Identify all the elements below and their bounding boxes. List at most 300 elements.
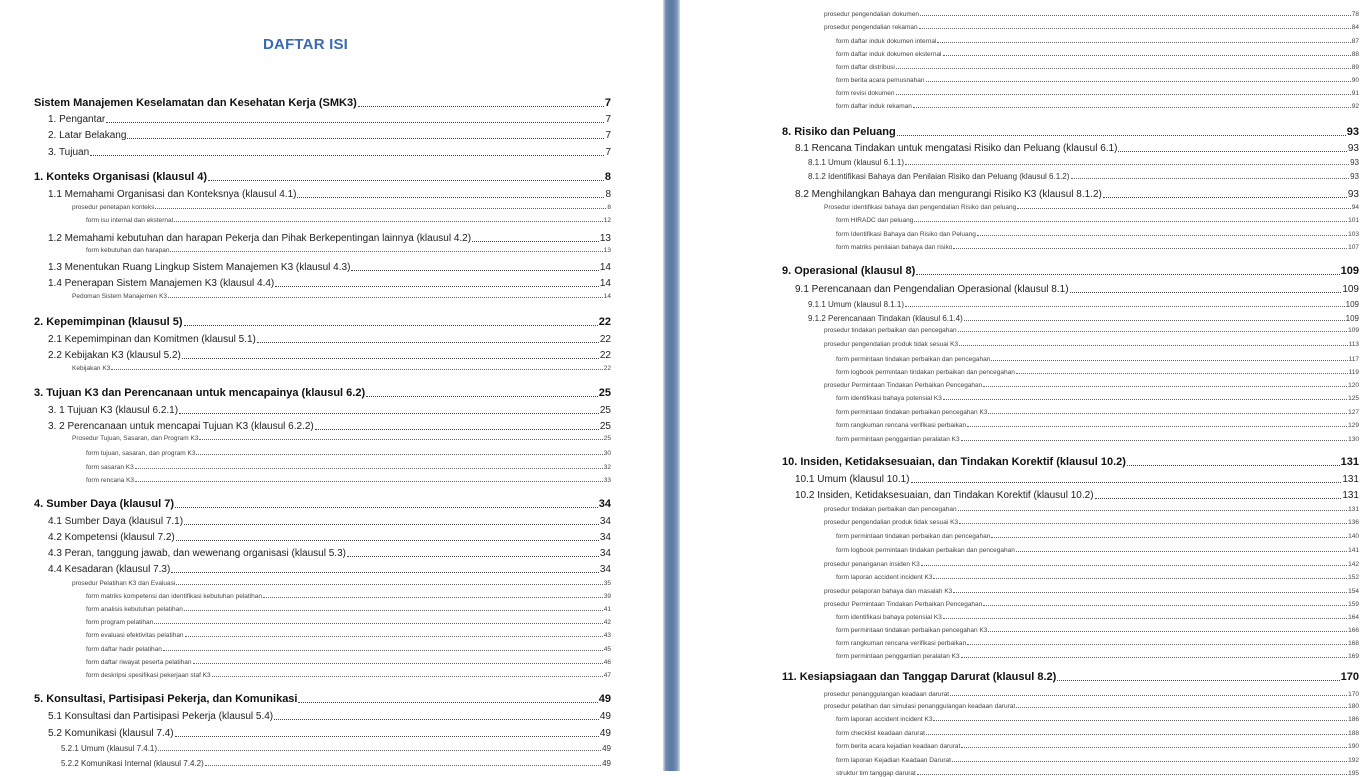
dot-leader: [905, 306, 1345, 307]
toc-page-number: 43: [604, 633, 611, 640]
dot-leader: [158, 750, 601, 751]
toc-entry[interactable]: [836, 368, 1359, 376]
toc-page-number: 140: [1348, 534, 1359, 541]
toc-entry[interactable]: [836, 756, 1359, 764]
toc-entry-text: 8.1.1 Umum (klausul 6.1.1): [808, 159, 904, 167]
toc-entry-text: form daftar hadir pelatihan: [86, 647, 162, 654]
toc-page-number: 22: [604, 366, 611, 373]
dot-leader: [315, 429, 599, 430]
toc-entry-text: 3. 1 Tujuan K3 (klausul 6.2.1): [48, 406, 178, 416]
toc-page-number: 33: [604, 478, 611, 485]
page-gutter: [663, 0, 680, 771]
toc-entry-text: prosedur pelaporan bahaya dan masalah K3: [824, 589, 952, 596]
toc-entry-text: form permintaan tindakan perbaikan pencegahan K3: [836, 628, 987, 635]
toc-entry[interactable]: [48, 531, 611, 543]
toc-page-number: 190: [1348, 744, 1359, 751]
toc-page-number: 13: [604, 248, 611, 255]
toc-entry[interactable]: [782, 455, 1359, 468]
dot-leader: [926, 734, 1347, 735]
toc-entry[interactable]: [782, 264, 1359, 277]
toc-entry-text: 5.2.2 Komunikasi Internal (klausul 7.4.2): [61, 760, 204, 768]
toc-entry[interactable]: [86, 658, 611, 666]
toc-page-number: 25: [604, 436, 611, 443]
dot-leader: [184, 325, 598, 326]
dot-leader: [176, 540, 599, 541]
dot-leader: [1095, 498, 1342, 499]
toc-entry-text: 5. Konsultasi, Partisipasi Pekerja, dan Komunikasi: [34, 694, 297, 705]
toc-page-number: 90: [1352, 78, 1359, 85]
toc-page-number: 32: [604, 465, 611, 472]
toc-entry-text: 1.4 Penerapan Sistem Manajemen K3 (klausul 4.4): [48, 279, 274, 289]
toc-entry[interactable]: [836, 243, 1359, 251]
toc-page-number: 34: [599, 499, 611, 510]
toc-entry-text: form program pelatihan: [86, 620, 153, 627]
toc-entry[interactable]: [72, 579, 611, 587]
dot-leader: [168, 297, 603, 298]
toc-entry-text: form analisis kebutuhan pelatihan: [86, 607, 183, 614]
dot-leader: [943, 618, 1347, 619]
dot-leader: [182, 358, 599, 359]
toc-page-number: 25: [599, 388, 611, 399]
dot-leader: [1070, 292, 1342, 293]
toc-entry[interactable]: [836, 408, 1359, 416]
toc-page-number: 109: [1346, 315, 1359, 323]
toc-entry-text: 5.1 Konsultasi dan Partisipasi Pekerja (klausul 5.4): [48, 712, 273, 722]
toc-entry-text: 11. Kesiapsiagaan dan Tanggap Darurat (klausul 8.2): [782, 672, 1056, 683]
toc-entry[interactable]: [836, 50, 1359, 58]
toc-page-number: 78: [1352, 12, 1359, 19]
toc-entry[interactable]: [48, 710, 611, 722]
toc-entry-text: form laporan accident incident K3: [836, 717, 932, 724]
toc-entry-text: 8. Risiko dan Peluang: [782, 127, 896, 138]
toc-entry[interactable]: [836, 76, 1359, 84]
toc-entry[interactable]: [86, 605, 611, 613]
toc-entry[interactable]: [34, 96, 611, 109]
dot-leader: [937, 42, 1350, 43]
toc-entry[interactable]: [836, 573, 1359, 581]
dot-leader: [1118, 151, 1346, 152]
toc-entry-text: 9. Operasional (klausul 8): [782, 266, 915, 277]
dot-leader: [896, 94, 1351, 95]
toc-page-number: 103: [1348, 232, 1359, 239]
toc-entry[interactable]: [34, 315, 611, 328]
toc-page-number: 22: [599, 317, 611, 328]
toc-entry[interactable]: [86, 631, 611, 639]
toc-entry-text: 2.1 Kepemimpinan dan Komitmen (klausul 5.1): [48, 335, 256, 345]
toc-entry[interactable]: [836, 532, 1359, 540]
toc-entry-text: prosedur penanganan insiden K3: [824, 562, 920, 569]
toc-entry-text: 1.3 Menentukan Ruang Lingkup Sistem Manajemen K3 (klausul 4.3): [48, 263, 350, 273]
toc-entry-text: 8.1.2 Identifikasi Bahaya dan Penilaian Risiko dan Peluang (klausul 6.1.2): [808, 173, 1070, 181]
toc-entry[interactable]: [48, 727, 611, 739]
toc-entry[interactable]: [824, 587, 1359, 595]
dot-leader: [961, 440, 1348, 441]
dot-leader: [959, 345, 1348, 346]
toc-entry[interactable]: [824, 600, 1359, 608]
toc-page-number: 166: [1348, 628, 1359, 635]
toc-page-number: 93: [1350, 159, 1359, 167]
dot-leader: [953, 592, 1347, 593]
toc-entry[interactable]: [836, 546, 1359, 554]
dot-leader: [988, 413, 1347, 414]
toc-entry[interactable]: [86, 671, 611, 679]
toc-page-number: 7: [605, 98, 611, 109]
toc-entry[interactable]: [34, 497, 611, 510]
toc-entry[interactable]: [808, 157, 1359, 167]
toc-entry-text: Prosedur identifikasi bahaya dan pengendalian Risiko dan peluang: [824, 205, 1016, 212]
toc-page-number: 130: [1348, 437, 1359, 444]
toc-entry-text: 9.1.2 Perencanaan Tindakan (klausul 6.1.4): [808, 315, 963, 323]
toc-entry-text: 8.2 Menghilangkan Bahaya dan mengurangi Risiko K3 (klausul 8.1.2): [795, 190, 1102, 200]
toc-entry-text: form matriks penilaian bahaya dan risiko: [836, 245, 952, 252]
toc-entry[interactable]: [86, 476, 611, 484]
toc-entry[interactable]: [824, 381, 1359, 389]
dot-leader: [175, 736, 599, 737]
toc-entry-text: prosedur Permintaan Tindakan Perbaikan Pencegahan: [824, 602, 982, 609]
dot-leader: [175, 507, 598, 508]
toc-page-number: 7: [605, 148, 611, 158]
toc-entry[interactable]: [86, 463, 611, 471]
toc-entry[interactable]: [72, 203, 611, 211]
toc-entry-text: form daftar induk dokumen internal: [836, 39, 936, 46]
toc-page-number: 142: [1348, 562, 1359, 569]
toc-entry[interactable]: [836, 639, 1359, 647]
toc-page-number: 7: [605, 131, 611, 141]
toc-entry[interactable]: [61, 758, 611, 768]
toc-page-number: 22: [600, 335, 611, 345]
dot-leader: [185, 636, 603, 637]
toc-entry[interactable]: [795, 489, 1359, 501]
toc-entry-text: form Identifikasi Bahaya dan Risiko dan Peluang: [836, 232, 976, 239]
toc-entry-text: form rangkuman rencana verifikasi perbaikan: [836, 423, 966, 430]
toc-entry-text: form daftar induk dokumen eksternal: [836, 52, 942, 59]
dot-leader: [184, 610, 603, 611]
dot-leader: [174, 221, 603, 222]
toc-page-number: 35: [604, 581, 611, 588]
toc-page-number: 186: [1348, 717, 1359, 724]
toc-page-number: 117: [1349, 357, 1359, 364]
toc-entry-text: form permintaan tindakan perbaikan dan pencegahan: [836, 534, 990, 541]
toc-page-number: 47: [604, 673, 611, 680]
dot-leader: [953, 248, 1347, 249]
toc-entry-text: struktur tim tanggap darurat: [836, 771, 916, 777]
toc-page-number: 14: [600, 279, 611, 289]
dot-leader: [275, 286, 599, 287]
toc-entry[interactable]: [48, 563, 611, 575]
toc-page-number: 92: [1352, 104, 1359, 111]
dot-leader: [967, 426, 1347, 427]
toc-page-number: 8: [607, 205, 611, 212]
toc-entry-text: form daftar induk rekaman: [836, 104, 912, 111]
toc-entry[interactable]: [795, 188, 1359, 200]
toc-entry[interactable]: [836, 769, 1359, 777]
toc-entry[interactable]: [86, 592, 611, 600]
toc-entry-text: form berita acara pemusnahan: [836, 78, 925, 85]
toc-entry[interactable]: [48, 146, 611, 158]
toc-entry-text: form checklist keadaan darurat: [836, 731, 925, 738]
toc-entry[interactable]: [48, 404, 611, 416]
toc-entry-text: prosedur pengendalian produk tidak sesuai K3: [824, 342, 958, 349]
toc-entry[interactable]: [836, 626, 1359, 634]
toc-entry[interactable]: [86, 449, 611, 457]
dot-leader: [298, 702, 597, 703]
dot-leader: [933, 578, 1347, 579]
toc-entry[interactable]: [48, 232, 611, 244]
toc-entry-text: 2. Kepemimpinan (klausul 5): [34, 317, 183, 328]
toc-entry-text: prosedur tindakan perbaikan dan pencegahan: [824, 328, 957, 335]
toc-page-number: 120: [1348, 383, 1359, 390]
toc-entry[interactable]: [795, 283, 1359, 295]
toc-page-number: 39: [604, 594, 611, 601]
toc-entry-text: 9.1 Perencanaan dan Pengendalian Operasional (klausul 8.1): [795, 285, 1069, 295]
toc-entry-text: form laporan accident incident K3: [836, 575, 932, 582]
dot-leader: [917, 774, 1347, 775]
toc-page-number: 109: [1348, 328, 1359, 335]
toc-page-number: 109: [1341, 266, 1359, 277]
dot-leader: [933, 720, 1347, 721]
toc-entry[interactable]: [34, 170, 611, 183]
toc-page-number: 41: [604, 607, 611, 614]
toc-page-number: 154: [1348, 589, 1359, 596]
dot-leader: [897, 135, 1346, 136]
dot-leader: [916, 274, 1339, 275]
toc-entry-text: 9.1.1 Umum (klausul 8.1.1): [808, 301, 904, 309]
toc-entry-text: form rangkuman rencana verifikasi perbaikan: [836, 641, 966, 648]
toc-entry[interactable]: [86, 645, 611, 653]
dot-leader: [983, 386, 1347, 387]
dot-leader: [111, 369, 602, 370]
toc-entry[interactable]: [808, 171, 1359, 181]
toc-entry[interactable]: [808, 313, 1359, 323]
toc-entry-text: 5.2 Komunikasi (klausul 7.4): [48, 729, 174, 739]
dot-leader: [154, 623, 603, 624]
toc-entry-text: prosedur pengendalian rekaman: [824, 25, 918, 32]
toc-entry[interactable]: [48, 129, 611, 141]
toc-page-number: 131: [1348, 507, 1359, 514]
dot-leader: [977, 235, 1347, 236]
dot-leader: [1016, 707, 1347, 708]
toc-entry[interactable]: [824, 560, 1359, 568]
toc-entry[interactable]: [72, 364, 611, 372]
dot-leader: [184, 524, 599, 525]
toc-entry[interactable]: [836, 89, 1359, 97]
toc-entry-text: form revisi dokumen: [836, 91, 895, 98]
toc-entry-text: prosedur penetapan konteks: [72, 205, 154, 212]
toc-entry-text: 1.1 Memahami Organisasi dan Konteksnya (klausul 4.1): [48, 190, 296, 200]
toc-page-number: 34: [600, 549, 611, 559]
toc-entry-text: 1. Pengantar: [48, 115, 105, 125]
toc-page-number: 87: [1352, 39, 1359, 46]
toc-page-number: 101: [1348, 218, 1359, 225]
toc-entry[interactable]: [48, 113, 611, 125]
dot-leader: [208, 180, 604, 181]
dot-leader: [921, 565, 1347, 566]
toc-entry-text: 1. Konteks Organisasi (klausul 4): [34, 172, 207, 183]
toc-entry[interactable]: [836, 742, 1359, 750]
dot-leader: [950, 695, 1347, 696]
toc-page-number: 42: [604, 620, 611, 627]
toc-entry-text: 3. 2 Perencanaan untuk mencapai Tujuan K3 (klausul 6.2.2): [48, 422, 314, 432]
toc-entry[interactable]: [72, 434, 611, 442]
toc-entry[interactable]: [824, 690, 1359, 698]
toc-entry[interactable]: [34, 692, 611, 705]
toc-entry[interactable]: [824, 23, 1359, 31]
dot-leader: [952, 761, 1347, 762]
toc-entry-text: 4.4 Kesadaran (klausul 7.3): [48, 565, 170, 575]
toc-page-number: 49: [600, 729, 611, 739]
toc-entry-text: form HIRADC dan peluang: [836, 218, 913, 225]
toc-entry[interactable]: [824, 326, 1359, 334]
toc-entry[interactable]: [836, 421, 1359, 429]
toc-entry-text: 10. Insiden, Ketidaksesuaian, dan Tindakan Korektif (klausul 10.2): [782, 457, 1126, 468]
toc-entry[interactable]: [824, 203, 1359, 211]
toc-page-number: 141: [1348, 548, 1359, 555]
toc-entry[interactable]: [836, 216, 1359, 224]
toc-entry[interactable]: [808, 299, 1359, 309]
toc-entry[interactable]: [48, 188, 611, 200]
toc-page-number: 84: [1352, 25, 1359, 32]
toc-entry-text: 10.2 Insiden, Ketidaksesuaian, dan Tindakan Korektif (klausul 10.2): [795, 491, 1094, 501]
toc-entry[interactable]: [48, 515, 611, 527]
toc-entry[interactable]: [836, 729, 1359, 737]
toc-entry-text: form matriks kompetensi dan identifikasi kebutuhan pelatihan: [86, 594, 262, 601]
dot-leader: [983, 605, 1347, 606]
toc-entry-text: form daftar riwayat peserta pelatihan: [86, 660, 192, 667]
toc-entry[interactable]: [782, 125, 1359, 138]
toc-page-number: 107: [1348, 245, 1359, 252]
toc-entry[interactable]: [824, 340, 1359, 348]
toc-entry[interactable]: [48, 277, 611, 289]
toc-entry[interactable]: [836, 102, 1359, 110]
toc-entry[interactable]: [836, 435, 1359, 443]
toc-page-number: 93: [1348, 144, 1359, 154]
toc-entry[interactable]: [824, 10, 1359, 18]
toc-entry[interactable]: [48, 261, 611, 273]
toc-page-number: 119: [1349, 370, 1359, 377]
toc-entry[interactable]: [48, 349, 611, 361]
toc-page-number: 164: [1348, 615, 1359, 622]
toc-entry[interactable]: [86, 618, 611, 626]
toc-entry-text: form sasaran K3: [86, 465, 134, 472]
toc-page-number: 34: [600, 565, 611, 575]
toc-entry[interactable]: [86, 246, 611, 254]
toc-page-number: 46: [604, 660, 611, 667]
toc-entry[interactable]: [836, 394, 1359, 402]
toc-entry[interactable]: [782, 670, 1359, 683]
toc-page-number: 169: [1348, 654, 1359, 661]
dot-leader: [163, 650, 603, 651]
dot-leader: [155, 208, 606, 209]
toc-title: DAFTAR ISI: [263, 36, 348, 53]
toc-entry-text: prosedur Pelatihan K3 dan Evaluasi: [72, 581, 175, 588]
dot-leader: [135, 481, 603, 482]
toc-entry[interactable]: [824, 518, 1359, 526]
toc-entry[interactable]: [836, 652, 1359, 660]
dot-leader: [176, 584, 602, 585]
dot-leader: [193, 663, 603, 664]
dot-leader: [472, 241, 599, 242]
toc-entry[interactable]: [48, 420, 611, 432]
toc-entry[interactable]: [72, 292, 611, 300]
toc-entry-text: 10.1 Umum (klausul 10.1): [795, 475, 910, 485]
toc-entry[interactable]: [86, 216, 611, 224]
toc-entry-text: form deskripsi spesifikasi pekerjaan staf K3: [86, 673, 211, 680]
dot-leader: [959, 523, 1347, 524]
toc-entry[interactable]: [48, 333, 611, 345]
toc-page-number: 8: [605, 190, 611, 200]
toc-page-number: 49: [602, 760, 611, 768]
dot-leader: [170, 251, 602, 252]
toc-page-number: 49: [602, 745, 611, 753]
dot-leader: [926, 81, 1351, 82]
dot-leader: [964, 320, 1345, 321]
dot-leader: [257, 342, 599, 343]
toc-entry[interactable]: [795, 142, 1359, 154]
toc-entry[interactable]: [34, 386, 611, 399]
toc-entry-text: 3. Tujuan: [48, 148, 89, 158]
toc-page-number: 14: [600, 263, 611, 273]
toc-page-number: 93: [1350, 173, 1359, 181]
toc-entry[interactable]: [836, 230, 1359, 238]
toc-page-number: 30: [604, 451, 611, 458]
toc-page-right: [680, 0, 1372, 771]
toc-page-number: 22: [600, 351, 611, 361]
toc-entry-text: form tujuan, sasaran, dan program K3: [86, 451, 195, 458]
dot-leader: [1016, 551, 1347, 552]
toc-entry[interactable]: [61, 743, 611, 753]
toc-entry-text: prosedur pelatihan dan simulasi penanggulangan keadaan darurat: [824, 704, 1015, 711]
toc-entry-text: 4.3 Peran, tanggung jawab, dan wewenang organisasi (klausul 5.3): [48, 549, 346, 559]
toc-page-number: 8: [605, 172, 611, 183]
toc-page-number: 91: [1352, 91, 1359, 98]
toc-entry[interactable]: [836, 613, 1359, 621]
toc-entry-text: form daftar distribusi: [836, 65, 895, 72]
toc-page-number: 94: [1352, 205, 1359, 212]
toc-entry[interactable]: [836, 63, 1359, 71]
toc-entry-text: 4.2 Kompetensi (klausul 7.2): [48, 533, 175, 543]
dot-leader: [913, 107, 1351, 108]
toc-page-number: 25: [600, 422, 611, 432]
dot-leader: [991, 360, 1347, 361]
toc-entry[interactable]: [48, 547, 611, 559]
dot-leader: [90, 155, 604, 156]
toc-entry-text: form kebutuhan dan harapan: [86, 248, 169, 255]
toc-entry-text: Sistem Manajemen Keselamatan dan Kesehatan Kerja (SMK3): [34, 98, 357, 109]
toc-entry-text: prosedur Permintaan Tindakan Perbaikan Pencegahan: [824, 383, 982, 390]
dot-leader: [205, 765, 601, 766]
toc-entry-text: form permintaan penggantian peralatan K3: [836, 654, 960, 661]
toc-entry[interactable]: [836, 715, 1359, 723]
toc-entry[interactable]: [824, 505, 1359, 513]
toc-page-number: 188: [1348, 731, 1359, 738]
toc-page-number: 152: [1348, 575, 1359, 582]
toc-page-number: 195: [1348, 771, 1359, 777]
dot-leader: [347, 556, 599, 557]
dot-leader: [943, 55, 1351, 56]
toc-entry-text: form berita acara kejadian keadaan darurat: [836, 744, 960, 751]
toc-page-number: 168: [1348, 641, 1359, 648]
toc-entry-text: form permintaan penggantian peralatan K3: [836, 437, 960, 444]
toc-entry[interactable]: [824, 702, 1359, 710]
dot-leader: [1016, 373, 1348, 374]
toc-entry[interactable]: [836, 37, 1359, 45]
dot-leader: [135, 468, 603, 469]
toc-entry-text: form identifikasi bahaya potensial K3: [836, 396, 942, 403]
toc-page-number: 12: [604, 218, 611, 225]
toc-entry[interactable]: [795, 473, 1359, 485]
dot-leader: [171, 572, 599, 573]
toc-entry[interactable]: [836, 355, 1359, 363]
